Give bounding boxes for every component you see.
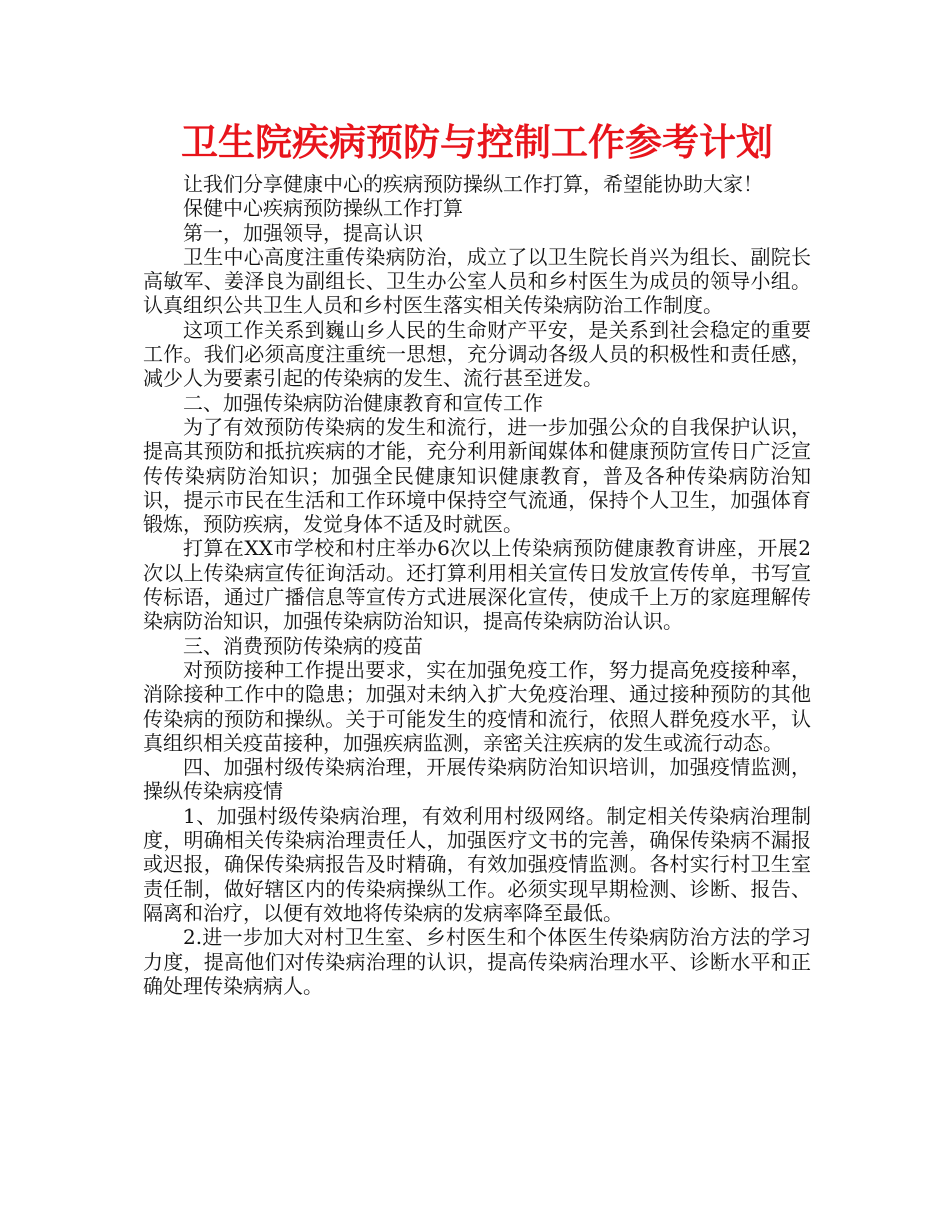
document-body [143, 172, 811, 998]
paragraph: 2.进一步加大对村卫生室、乡村医生和个体医生传染病防治方法的学习力度，提高他们对传染病治理的认识，提高传染病治理水平、诊断水平和正确处理传染病病人。 [143, 925, 811, 998]
paragraph: 保健中心疾病预防操纵工作打算 [183, 196, 463, 221]
paragraph: 为了有效预防传染病的发生和流行，进一步加强公众的自我保护认识，提高其预防和抵抗疾病的才能，充分利用新闻媒体和健康预防宣传日广泛宣传传染病防治知识；加强全民健康知识健康教育，普及各种传染病防治知识，提示市民在生活和工作环境中保持空气流通，保持个人卫生，加强体育锻炼，预防疾病，发觉身体不适及时就医。 [143, 414, 811, 537]
paragraph: 这项工作关系到巍山乡人民的生命财产平安，是关系到社会稳定的重要工作。我们必须高度注重统一思想，充分调动各级人员的积极性和责任感，减少人为要素引起的传染病的发生、流行甚至迸发。 [143, 317, 811, 391]
paragraph: 打算在XX市学校和村庄举办6次以上传染病预防健康教育讲座，开展2次以上传染病宣传征询活动。还打算利用相关宣传日发放宣传传单，书写宣传标语，通过广播信息等宣传方式进展深化宣传，使成千上万的家庭理解传染病防治知识，加强传染病防治知识，提高传染病防治认识。 [143, 536, 811, 634]
document-page [143, 118, 811, 998]
document-title: 卫生院疾病预防与控制工作参考计划 [181, 121, 773, 164]
section-heading: 三、消费预防传染病的疫苗 [183, 633, 423, 658]
paragraph: 对预防接种工作提出要求，实在加强免疫工作，努力提高免疫接种率，消除接种工作中的隐患；加强对未纳入扩大免疫治理、通过接种预防的其他传染病的预防和操纵。关于可能发生的疫情和流行，依照人群免疫水平，认真组织相关疫苗接种，加强疾病监测，亲密关注疾病的发生或流行动态。 [143, 657, 811, 755]
paragraph: 1、加强村级传染病治理，有效利用村级网络。制定相关传染病治理制度，明确相关传染病治理责任人，加强医疗文书的完善，确保传染病不漏报或迟报，确保传染病报告及时精确，有效加强疫情监测。各村实行村卫生室责任制，做好辖区内的传染病操纵工作。必须实现早期检测、诊断、报告、隔离和治疗，以便有效地将传染病的发病率降至最低。 [143, 803, 811, 925]
paragraph: 让我们分享健康中心的疾病预防操纵工作打算，希望能协助大家！ [183, 172, 763, 196]
section-heading: 四、加强村级传染病治理，开展传染病防治知识培训，加强疫情监测，操纵传染病疫情 [143, 755, 811, 804]
section-heading: 二、加强传染病防治健康教育和宣传工作 [183, 390, 543, 415]
paragraph: 卫生中心高度注重传染病防治，成立了以卫生院长肖兴为组长、副院长高敏军、姜泽良为副组长、卫生办公室人员和乡村医生为成员的领导小组。认真组织公共卫生人员和乡村医生落实相关传染病防治工作制度。 [143, 244, 811, 318]
section-heading: 第一，加强领导，提高认识 [183, 220, 423, 245]
